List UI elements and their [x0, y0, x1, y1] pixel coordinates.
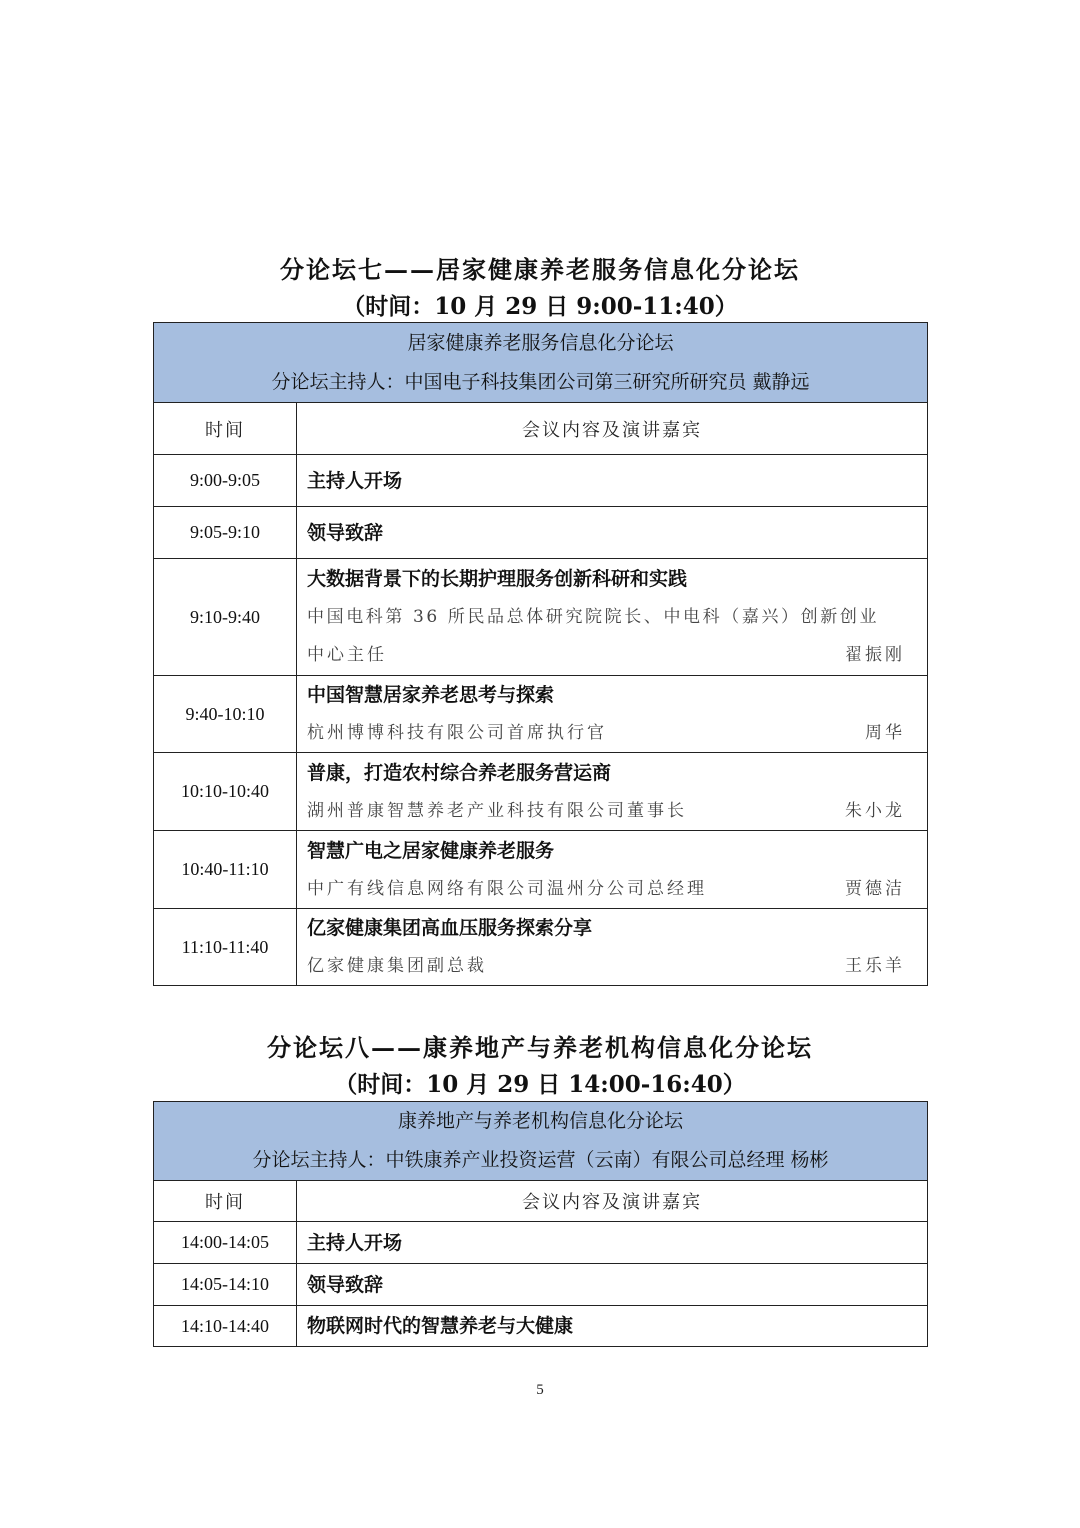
table-row — [154, 559, 928, 676]
table-row — [154, 507, 928, 559]
session-content — [297, 753, 928, 831]
forum8-agenda-table — [153, 1101, 928, 1347]
forum8-header-row — [154, 1102, 928, 1181]
session-content — [297, 676, 928, 753]
forum8-title: 分论坛八——康养地产与养老机构信息化分论坛 — [267, 1033, 813, 1062]
forum8-host: 分论坛主持人：中铁康养产业投资运营（云南）有限公司总经理 杨彬 — [252, 1149, 829, 1171]
session-time: 9:05-9:10 — [154, 507, 297, 559]
speaker-name: 贾德洁 — [845, 878, 906, 899]
session-content — [297, 909, 928, 986]
session-content — [297, 559, 928, 676]
session-topic: 领导致辞 — [307, 1273, 384, 1296]
forum8-header-cell — [154, 1102, 928, 1181]
table-row — [154, 831, 928, 909]
table-row — [154, 455, 928, 507]
forum8-column-header-row — [154, 1181, 928, 1222]
page-number: 5 — [536, 1382, 544, 1398]
session-topic: 物联网时代的智慧养老与大健康 — [307, 1315, 574, 1337]
session-topic: 主持人开场 — [307, 469, 403, 492]
forum7-col-content-header: 会议内容及演讲嘉宾 — [297, 403, 928, 455]
forum7-title: 分论坛七——居家健康养老服务信息化分论坛 — [280, 255, 800, 284]
session-topic: 主持人开场 — [307, 1231, 403, 1254]
forum7-agenda-table — [153, 322, 928, 986]
table-row — [154, 1306, 928, 1347]
speaker-line — [307, 636, 917, 674]
forum7-header-cell — [154, 323, 928, 403]
session-time: 14:05-14:10 — [154, 1264, 297, 1306]
session-time: 14:00-14:05 — [154, 1222, 297, 1264]
speaker-name: 朱小龙 — [845, 800, 906, 821]
speaker-org: 中心主任 — [307, 645, 387, 665]
session-topic: 普康，打造农村综合养老服务营运商 — [307, 761, 612, 784]
forum7-time: （时间：10 月 29 日 9:00-11:40） — [342, 293, 738, 320]
session-time: 11:10-11:40 — [154, 909, 297, 986]
session-topic: 智慧广电之居家健康养老服务 — [307, 839, 555, 862]
forum7-header-row — [154, 323, 928, 403]
session-time: 14:10-14:40 — [154, 1306, 297, 1347]
session-time: 10:40-11:10 — [154, 831, 297, 909]
session-content — [297, 1306, 928, 1347]
speaker-name: 翟振刚 — [845, 645, 906, 665]
speaker-org: 杭州博博科技有限公司首席执行官 — [307, 723, 607, 743]
forum8-table-title: 康养地产与养老机构信息化分论坛 — [398, 1110, 684, 1132]
session-topic: 领导致辞 — [307, 521, 384, 544]
forum8-time: （时间：10 月 29 日 14:00-16:40） — [334, 1071, 746, 1098]
speaker-org: 亿家健康集团副总裁 — [307, 956, 487, 976]
session-time: 9:00-9:05 — [154, 455, 297, 507]
session-time: 10:10-10:40 — [154, 753, 297, 831]
speaker-line — [307, 714, 917, 752]
forum7-column-header-row — [154, 403, 928, 455]
session-content — [297, 455, 928, 507]
session-topic: 大数据背景下的长期护理服务创新科研和实践 — [307, 568, 688, 590]
table-row — [154, 676, 928, 753]
forum8-col-time-header: 时间 — [154, 1181, 297, 1222]
session-content — [297, 1222, 928, 1264]
session-content — [297, 507, 928, 559]
session-content — [297, 831, 928, 909]
session-time: 9:10-9:40 — [154, 559, 297, 676]
forum7-host: 分论坛主持人：中国电子科技集团公司第三研究所研究员 戴静远 — [271, 370, 810, 393]
table-row — [154, 909, 928, 986]
forum7-table-title: 居家健康养老服务信息化分论坛 — [407, 331, 674, 354]
session-content — [297, 1264, 928, 1306]
speaker-name: 周华 — [865, 723, 906, 743]
session-time: 9:40-10:10 — [154, 676, 297, 753]
speaker-line — [307, 947, 917, 985]
speaker-line — [307, 792, 917, 830]
forum8-col-content-header: 会议内容及演讲嘉宾 — [297, 1181, 928, 1222]
table-row — [154, 1264, 928, 1306]
speaker-org: 湖州普康智慧养老产业科技有限公司董事长 — [307, 800, 687, 821]
session-topic: 亿家健康集团高血压服务探索分享 — [307, 917, 593, 939]
session-topic: 中国智慧居家养老思考与探索 — [307, 684, 555, 706]
speaker-org: 中国电科第 36 所民品总体研究院院长、中电科（嘉兴）创新创业 — [307, 607, 880, 627]
table-row — [154, 753, 928, 831]
table-row — [154, 1222, 928, 1264]
forum7-col-time-header: 时间 — [154, 403, 297, 455]
speaker-org: 中广有线信息网络有限公司温州分公司总经理 — [307, 878, 707, 899]
speaker-name: 王乐羊 — [845, 956, 906, 976]
speaker-line — [307, 870, 917, 908]
